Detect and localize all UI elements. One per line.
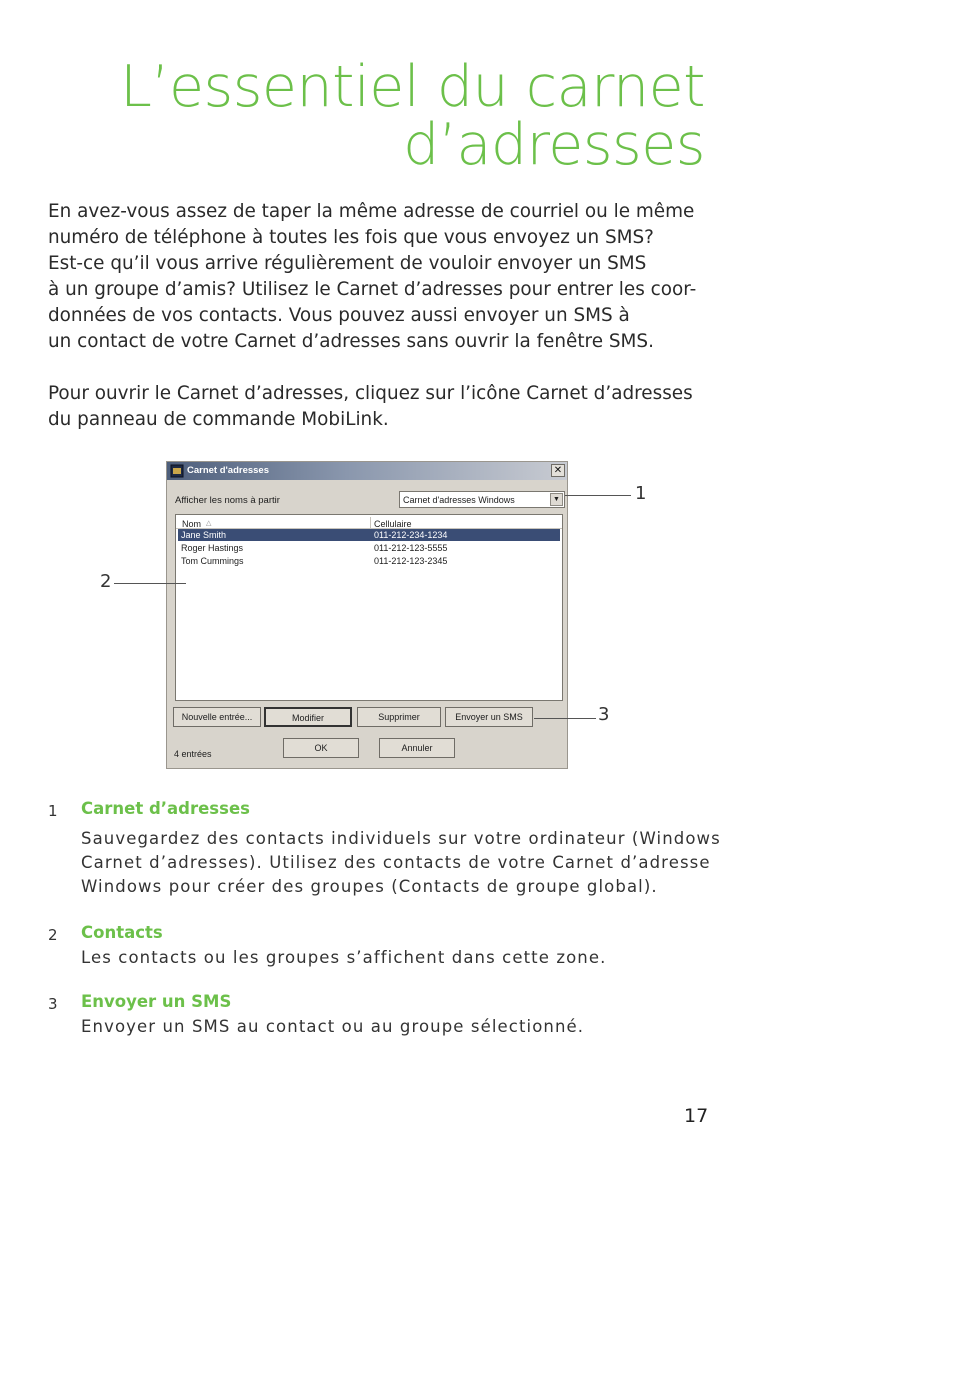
column-header-name[interactable]: Nom (182, 519, 202, 529)
send-sms-button[interactable]: Envoyer un SMS (445, 707, 533, 727)
note-heading-1: Carnet d’adresses (81, 799, 250, 818)
column-header-cell[interactable]: Cellulaire (374, 519, 412, 529)
address-source-select[interactable] (399, 491, 565, 508)
chevron-down-icon[interactable]: ▼ (550, 493, 563, 506)
close-icon[interactable]: ✕ (551, 464, 565, 477)
intro-line: à un groupe d’amis? Utilisez le Carnet d’adresses pour entrer les coor- (48, 279, 697, 300)
callout-number-1: 1 (635, 483, 647, 504)
intro-line: numéro de téléphone à toutes les fois que vous envoyez un SMS? (48, 227, 654, 248)
note-number-1: 1 (48, 802, 58, 820)
callout-line-2 (114, 583, 186, 584)
callout-number-3: 3 (598, 704, 610, 725)
instructions-line: du panneau de commande MobiLink. (48, 409, 389, 430)
intro-line: Est-ce qu’il vous arrive régulièrement de vouloir envoyer un SMS (48, 253, 647, 274)
title-line-2: d’adresses (403, 112, 705, 178)
intro-line: En avez-vous assez de taper la même adresse de courriel ou le même (48, 201, 695, 222)
list-item[interactable] (178, 529, 560, 541)
note-line: Carnet d’adresses). Utilisez des contacts de votre Carnet d’adresse (81, 853, 711, 872)
list-item[interactable] (178, 542, 560, 554)
ok-button[interactable]: OK (283, 738, 359, 758)
note-line: Les contacts ou les groupes s’affichent dans cette zone. (81, 948, 607, 967)
dialog-title: Carnet d'adresses (187, 465, 269, 476)
address-book-dialog (166, 461, 568, 769)
contact-name: Roger Hastings (181, 543, 244, 553)
address-book-icon (170, 464, 184, 478)
note-line: Envoyer un SMS au contact ou au groupe sélectionné. (81, 1017, 585, 1036)
modify-button[interactable]: Modifier (264, 707, 352, 727)
entry-count-status: 4 entrées (174, 749, 212, 759)
sort-ascending-icon: △ (206, 520, 212, 527)
address-source-value: Carnet d'adresses Windows (403, 495, 515, 505)
list-item[interactable] (178, 555, 560, 567)
note-heading-3: Envoyer un SMS (81, 992, 232, 1011)
note-body-1 (81, 827, 721, 899)
intro-paragraph (48, 199, 728, 355)
note-line: Sauvegardez des contacts individuels sur votre ordinateur (Windows (81, 829, 721, 848)
intro-line: données de vos contacts. Vous pouvez aussi envoyer un SMS à (48, 305, 630, 326)
show-names-label: Afficher les noms à partir (175, 495, 280, 506)
intro-line: un contact de votre Carnet d’adresses sans ouvrir la fenêtre SMS. (48, 331, 654, 352)
contact-name: Tom Cummings (181, 556, 244, 566)
contacts-list[interactable] (175, 514, 563, 701)
cancel-button[interactable]: Annuler (379, 738, 455, 758)
open-instructions-paragraph (48, 381, 728, 433)
note-body-3 (81, 1015, 721, 1039)
contact-name: Jane Smith (181, 530, 227, 540)
page-number: 17 (684, 1105, 709, 1127)
contact-phone: 011-212-123-2345 (374, 556, 448, 566)
page-title (120, 54, 705, 178)
note-body-2 (81, 946, 721, 970)
note-number-2: 2 (48, 926, 58, 944)
callout-line-1 (565, 495, 631, 496)
new-entry-button[interactable]: Nouvelle entrée... (173, 707, 261, 727)
delete-button[interactable]: Supprimer (357, 707, 441, 727)
title-line-1: L’essentiel du carnet (120, 54, 705, 120)
dialog-titlebar (167, 462, 567, 480)
column-divider[interactable] (370, 517, 371, 528)
list-header (176, 515, 562, 529)
contact-phone: 011-212-123-5555 (374, 543, 448, 553)
contact-phone: 011-212-234-1234 (374, 530, 448, 540)
note-heading-2: Contacts (81, 923, 163, 942)
callout-number-2: 2 (100, 571, 112, 592)
callout-line-3 (534, 718, 596, 719)
note-number-3: 3 (48, 995, 58, 1013)
note-line: Windows pour créer des groupes (Contacts de groupe global). (81, 877, 658, 896)
instructions-line: Pour ouvrir le Carnet d’adresses, cliquez sur l’icône Carnet d’adresses (48, 383, 693, 404)
